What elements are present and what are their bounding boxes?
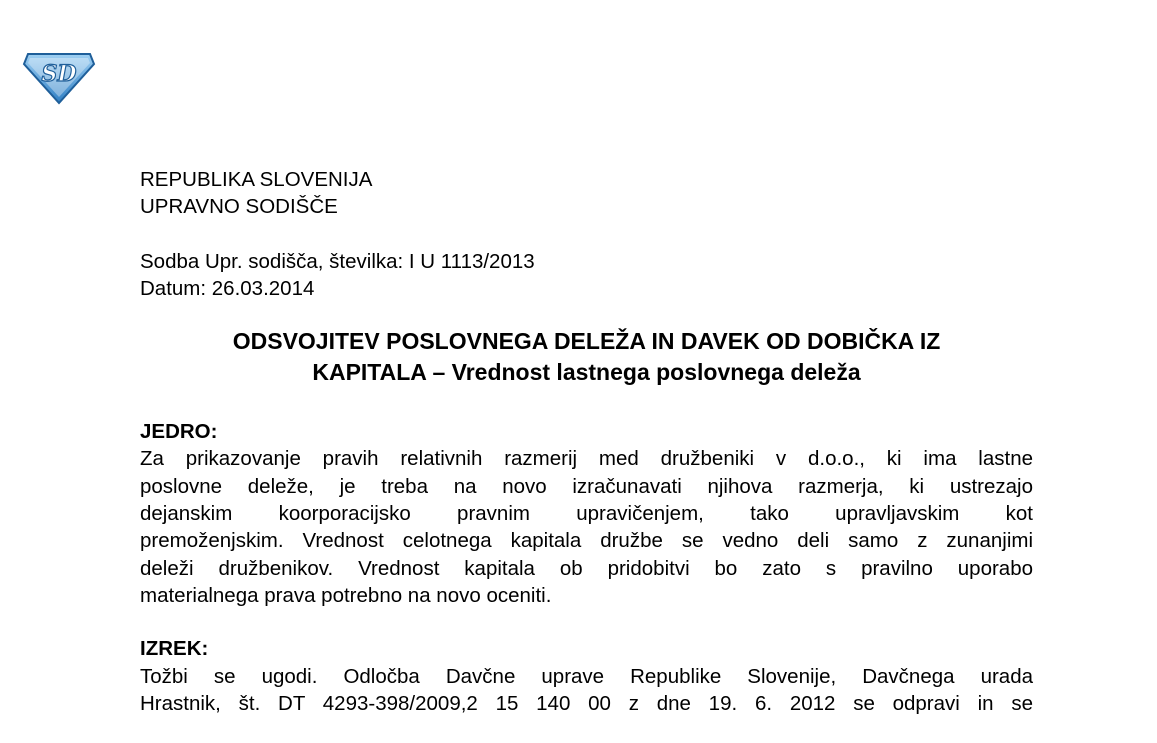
court-label: UPRAVNO SODIŠČE [140, 195, 338, 219]
decision-date: Datum: 26.03.2014 [140, 276, 315, 300]
document-title-line1: ODSVOJITEV POSLOVNEGA DELEŽA IN DAVEK OD DOBIČKA IZ [232, 328, 941, 355]
izrek-line: Tožbi se ugodi. Odločba Davčne uprave Republike Slovenije, Davčnega urada [140, 664, 1033, 688]
document-body [140, 166, 1033, 717]
court-logo [22, 48, 96, 106]
jedro-line: poslovne deleže, je treba na novo izračunavati njihova razmerja, ki ustrezajo [140, 474, 1033, 498]
republic-label: REPUBLIKA SLOVENIJA [140, 168, 373, 191]
jedro-line: deleži družbenikov. Vrednost kapitala ob pridobitvi bo zato s pravilno uporabo [140, 556, 1033, 580]
izrek-line: Hrastnik, št. DT 4293-398/2009,2 15 140 00 z dne 19. 6. 2012 se odpravi in se [140, 691, 1033, 715]
jedro-line: premoženjskim. Vrednost celotnega kapitala družbe se vedno deli samo z zunanjimi [140, 529, 1033, 553]
jedro-line: Za prikazovanje pravih relativnih razmerij med družbeniki v d.o.o., ki ima lastne [140, 447, 1033, 471]
jedro-last-line: materialnega prava potrebno na novo oceniti. [140, 583, 552, 607]
document-title-line2: KAPITALA – Vrednost lastnega poslovnega deleža [312, 359, 861, 386]
jedro-line: dejanskim koorporacijsko pravnim upravičenjem, tako upravljavskim kot [140, 502, 1033, 526]
jedro-heading: JEDRO: [140, 420, 218, 444]
case-number: Sodba Upr. sodišča, številka: I U 1113/2013 [140, 249, 535, 273]
logo-letters: SD [41, 61, 77, 87]
izrek-heading: IZREK: [140, 637, 209, 661]
